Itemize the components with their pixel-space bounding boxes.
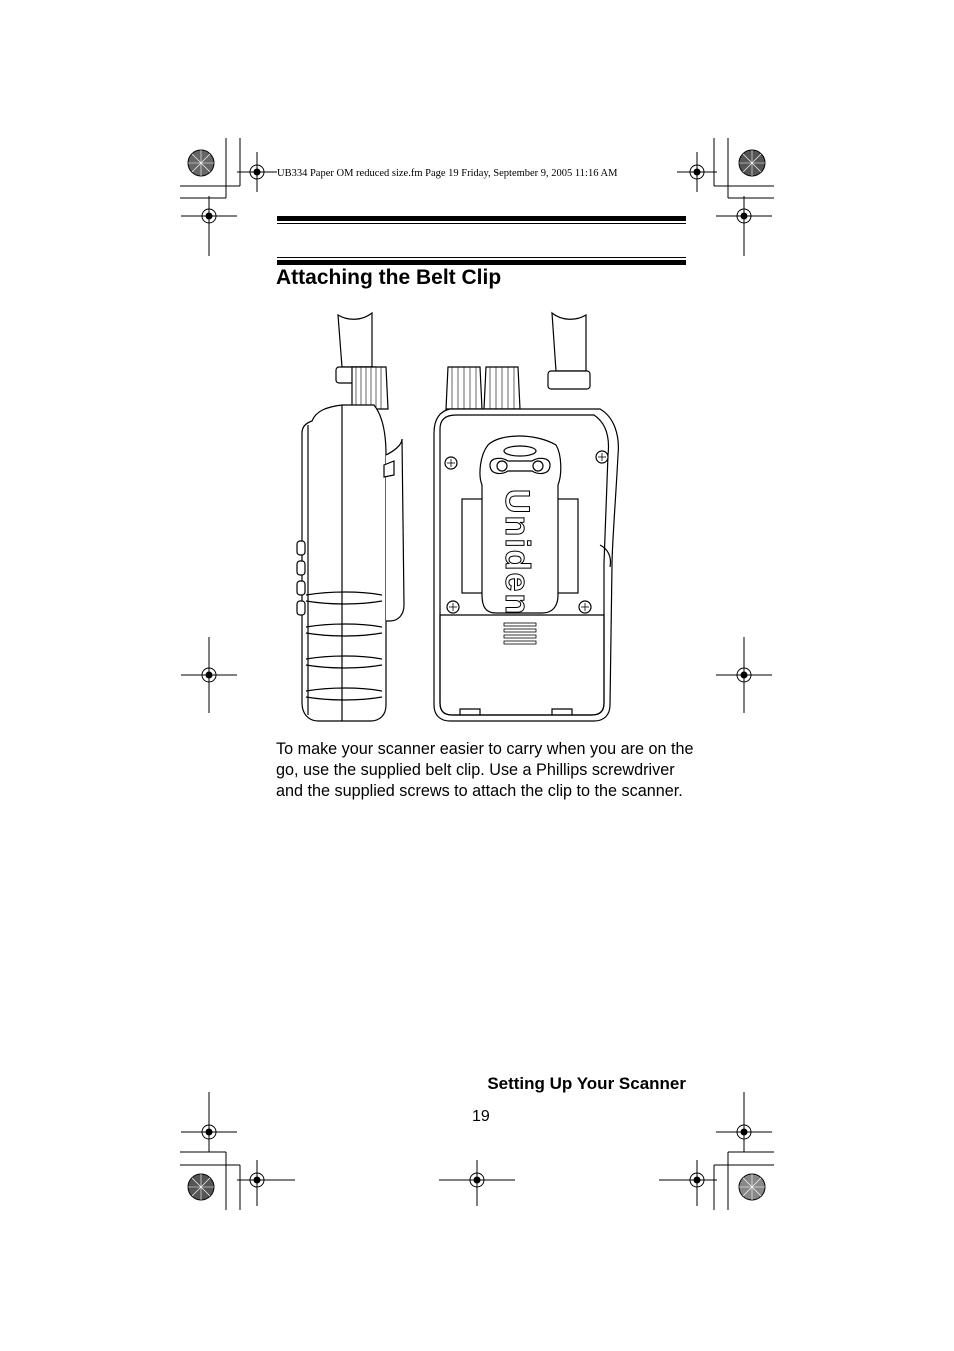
print-header: UB334 Paper OM reduced size.fm Page 19 Friday, September 9, 2005 11:16 AM xyxy=(277,168,618,179)
section-title: Attaching the Belt Clip xyxy=(276,266,502,289)
page-number: 19 xyxy=(472,1108,490,1125)
section-rule-thick xyxy=(277,260,686,265)
header-rule-thick xyxy=(277,216,686,221)
section-rule-thin xyxy=(277,257,686,258)
brand-label: Uniden xyxy=(498,489,536,617)
scanner-side-view xyxy=(297,313,404,721)
scanner-belt-clip-illustration xyxy=(290,305,640,725)
body-paragraph: To make your scanner easier to carry when you are on the go, use the supplied belt clip. Use a Phillips screwdriver and the supplied screws to attach the clip to the scanner. xyxy=(276,740,694,800)
footer-section-name: Setting Up Your Scanner xyxy=(487,1074,686,1093)
header-rule-thin xyxy=(277,223,686,224)
